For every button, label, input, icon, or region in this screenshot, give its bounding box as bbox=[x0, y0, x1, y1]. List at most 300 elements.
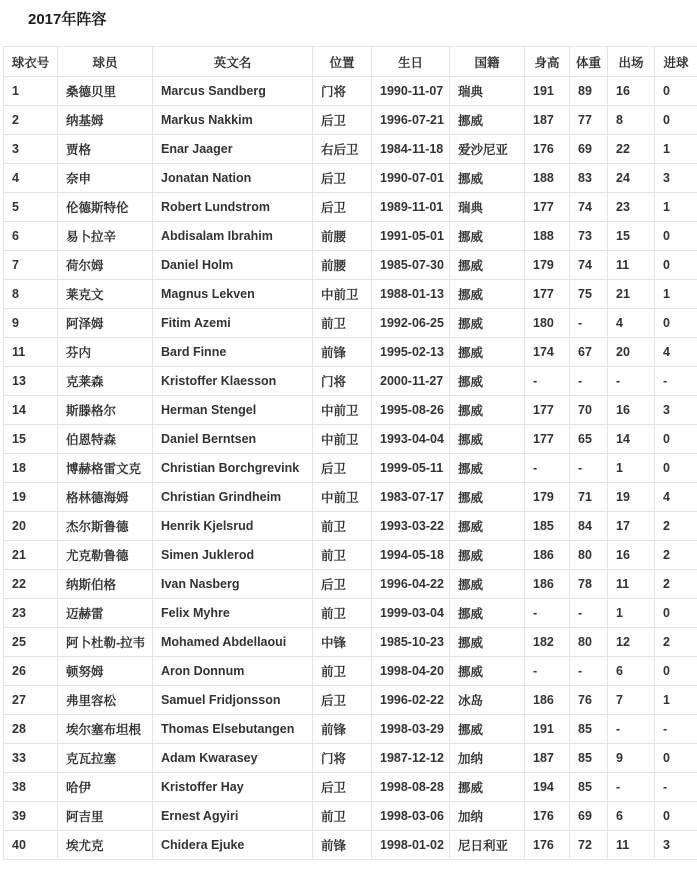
roster-table-body bbox=[4, 77, 697, 860]
cell-player-name-cn: 迈赫雷 bbox=[58, 599, 153, 628]
cell-nationality: 挪威 bbox=[450, 512, 525, 541]
cell-player-name-en: Aron Donnum bbox=[153, 657, 313, 686]
cell-jersey-number: 19 bbox=[4, 483, 58, 512]
cell-appearances: 7 bbox=[608, 686, 655, 715]
table-row bbox=[4, 135, 697, 164]
cell-appearances: 1 bbox=[608, 454, 655, 483]
cell-position: 中锋 bbox=[313, 628, 372, 657]
cell-nationality: 挪威 bbox=[450, 106, 525, 135]
cell-birthdate: 1984-11-18 bbox=[372, 135, 450, 164]
cell-goals: 0 bbox=[655, 599, 697, 628]
cell-birthdate: 1990-07-01 bbox=[372, 164, 450, 193]
cell-goals: 2 bbox=[655, 570, 697, 599]
cell-position: 中前卫 bbox=[313, 396, 372, 425]
cell-weight: - bbox=[570, 657, 608, 686]
cell-weight: 71 bbox=[570, 483, 608, 512]
cell-player-name-cn: 莱克文 bbox=[58, 280, 153, 309]
cell-goals: 2 bbox=[655, 628, 697, 657]
cell-position: 前卫 bbox=[313, 657, 372, 686]
cell-goals: 0 bbox=[655, 425, 697, 454]
cell-jersey-number: 6 bbox=[4, 222, 58, 251]
cell-weight: 74 bbox=[570, 193, 608, 222]
cell-nationality: 冰岛 bbox=[450, 686, 525, 715]
cell-weight: 78 bbox=[570, 570, 608, 599]
table-row bbox=[4, 773, 697, 802]
cell-height: 194 bbox=[525, 773, 570, 802]
cell-position: 门将 bbox=[313, 367, 372, 396]
column-header-goals: 进球 bbox=[655, 47, 697, 77]
cell-appearances: 1 bbox=[608, 599, 655, 628]
table-row bbox=[4, 686, 697, 715]
roster-table bbox=[3, 46, 697, 860]
column-header-appearances: 出场 bbox=[608, 47, 655, 77]
cell-player-name-en: Ivan Nasberg bbox=[153, 570, 313, 599]
cell-appearances: 24 bbox=[608, 164, 655, 193]
cell-appearances: 11 bbox=[608, 570, 655, 599]
cell-appearances: 22 bbox=[608, 135, 655, 164]
page-title: 2017年阵容 bbox=[28, 10, 697, 30]
cell-appearances: 23 bbox=[608, 193, 655, 222]
cell-position: 后卫 bbox=[313, 686, 372, 715]
cell-player-name-en: Bard Finne bbox=[153, 338, 313, 367]
cell-jersey-number: 5 bbox=[4, 193, 58, 222]
cell-nationality: 挪威 bbox=[450, 338, 525, 367]
cell-player-name-cn: 埃尔塞布坦根 bbox=[58, 715, 153, 744]
cell-appearances: 15 bbox=[608, 222, 655, 251]
cell-weight: 85 bbox=[570, 773, 608, 802]
cell-jersey-number: 14 bbox=[4, 396, 58, 425]
column-header-birthdate: 生日 bbox=[372, 47, 450, 77]
cell-jersey-number: 9 bbox=[4, 309, 58, 338]
cell-nationality: 挪威 bbox=[450, 570, 525, 599]
cell-player-name-cn: 纳斯伯格 bbox=[58, 570, 153, 599]
cell-appearances: 17 bbox=[608, 512, 655, 541]
cell-nationality: 挪威 bbox=[450, 222, 525, 251]
cell-birthdate: 1995-02-13 bbox=[372, 338, 450, 367]
cell-height: 176 bbox=[525, 135, 570, 164]
cell-jersey-number: 7 bbox=[4, 251, 58, 280]
table-row bbox=[4, 425, 697, 454]
cell-goals: - bbox=[655, 367, 697, 396]
table-row bbox=[4, 338, 697, 367]
cell-weight: 65 bbox=[570, 425, 608, 454]
cell-weight: 74 bbox=[570, 251, 608, 280]
cell-nationality: 挪威 bbox=[450, 309, 525, 338]
cell-height: 186 bbox=[525, 570, 570, 599]
cell-appearances: 11 bbox=[608, 831, 655, 860]
cell-player-name-cn: 荷尔姆 bbox=[58, 251, 153, 280]
table-row bbox=[4, 802, 697, 831]
cell-birthdate: 1992-06-25 bbox=[372, 309, 450, 338]
cell-jersey-number: 28 bbox=[4, 715, 58, 744]
cell-weight: - bbox=[570, 599, 608, 628]
cell-height: 191 bbox=[525, 715, 570, 744]
cell-player-name-cn: 克莱森 bbox=[58, 367, 153, 396]
cell-player-name-en: Daniel Berntsen bbox=[153, 425, 313, 454]
cell-jersey-number: 22 bbox=[4, 570, 58, 599]
cell-position: 后卫 bbox=[313, 164, 372, 193]
cell-jersey-number: 38 bbox=[4, 773, 58, 802]
cell-height: 182 bbox=[525, 628, 570, 657]
cell-birthdate: 1999-05-11 bbox=[372, 454, 450, 483]
cell-birthdate: 1998-04-20 bbox=[372, 657, 450, 686]
cell-nationality: 挪威 bbox=[450, 715, 525, 744]
cell-jersey-number: 15 bbox=[4, 425, 58, 454]
cell-height: - bbox=[525, 454, 570, 483]
cell-jersey-number: 18 bbox=[4, 454, 58, 483]
cell-birthdate: 1994-05-18 bbox=[372, 541, 450, 570]
cell-birthdate: 1999-03-04 bbox=[372, 599, 450, 628]
cell-weight: 77 bbox=[570, 106, 608, 135]
cell-nationality: 挪威 bbox=[450, 454, 525, 483]
cell-position: 前腰 bbox=[313, 222, 372, 251]
table-row bbox=[4, 367, 697, 396]
cell-weight: 89 bbox=[570, 77, 608, 106]
cell-birthdate: 1987-12-12 bbox=[372, 744, 450, 773]
cell-player-name-cn: 克瓦拉塞 bbox=[58, 744, 153, 773]
cell-height: 177 bbox=[525, 193, 570, 222]
cell-player-name-cn: 伦德斯特伦 bbox=[58, 193, 153, 222]
cell-appearances: 11 bbox=[608, 251, 655, 280]
column-header-jersey-number: 球衣号 bbox=[4, 47, 58, 77]
cell-height: 188 bbox=[525, 222, 570, 251]
cell-height: - bbox=[525, 657, 570, 686]
table-row bbox=[4, 164, 697, 193]
cell-goals: 3 bbox=[655, 831, 697, 860]
cell-player-name-en: Jonatan Nation bbox=[153, 164, 313, 193]
cell-jersey-number: 11 bbox=[4, 338, 58, 367]
cell-player-name-cn: 博赫格雷文克 bbox=[58, 454, 153, 483]
cell-nationality: 挪威 bbox=[450, 396, 525, 425]
cell-birthdate: 1996-04-22 bbox=[372, 570, 450, 599]
table-row bbox=[4, 483, 697, 512]
cell-height: 185 bbox=[525, 512, 570, 541]
cell-birthdate: 1993-04-04 bbox=[372, 425, 450, 454]
table-row bbox=[4, 77, 697, 106]
cell-goals: 4 bbox=[655, 338, 697, 367]
cell-player-name-cn: 杰尔斯鲁德 bbox=[58, 512, 153, 541]
cell-goals: 1 bbox=[655, 686, 697, 715]
cell-player-name-en: Henrik Kjelsrud bbox=[153, 512, 313, 541]
cell-height: 191 bbox=[525, 77, 570, 106]
cell-appearances: 21 bbox=[608, 280, 655, 309]
cell-jersey-number: 3 bbox=[4, 135, 58, 164]
cell-appearances: 20 bbox=[608, 338, 655, 367]
cell-position: 后卫 bbox=[313, 570, 372, 599]
cell-jersey-number: 2 bbox=[4, 106, 58, 135]
table-row bbox=[4, 251, 697, 280]
column-header-player-name-cn: 球员 bbox=[58, 47, 153, 77]
column-header-weight: 体重 bbox=[570, 47, 608, 77]
cell-player-name-en: Enar Jaager bbox=[153, 135, 313, 164]
cell-weight: 69 bbox=[570, 135, 608, 164]
cell-player-name-en: Daniel Holm bbox=[153, 251, 313, 280]
table-row bbox=[4, 744, 697, 773]
cell-height: - bbox=[525, 599, 570, 628]
cell-height: 176 bbox=[525, 802, 570, 831]
cell-nationality: 尼日利亚 bbox=[450, 831, 525, 860]
cell-player-name-cn: 阿吉里 bbox=[58, 802, 153, 831]
cell-weight: 80 bbox=[570, 541, 608, 570]
cell-weight: 72 bbox=[570, 831, 608, 860]
cell-player-name-cn: 芬内 bbox=[58, 338, 153, 367]
cell-height: 179 bbox=[525, 251, 570, 280]
cell-birthdate: 1996-02-22 bbox=[372, 686, 450, 715]
cell-jersey-number: 8 bbox=[4, 280, 58, 309]
cell-position: 右后卫 bbox=[313, 135, 372, 164]
cell-position: 前卫 bbox=[313, 541, 372, 570]
cell-position: 后卫 bbox=[313, 454, 372, 483]
cell-goals: 0 bbox=[655, 454, 697, 483]
cell-player-name-cn: 奈申 bbox=[58, 164, 153, 193]
cell-goals: 0 bbox=[655, 802, 697, 831]
cell-appearances: 9 bbox=[608, 744, 655, 773]
column-header-nationality: 国籍 bbox=[450, 47, 525, 77]
cell-nationality: 挪威 bbox=[450, 657, 525, 686]
cell-position: 前卫 bbox=[313, 802, 372, 831]
cell-weight: 73 bbox=[570, 222, 608, 251]
cell-goals: 0 bbox=[655, 657, 697, 686]
cell-birthdate: 1991-05-01 bbox=[372, 222, 450, 251]
cell-nationality: 加纳 bbox=[450, 802, 525, 831]
cell-player-name-cn: 顿努姆 bbox=[58, 657, 153, 686]
cell-height: - bbox=[525, 367, 570, 396]
cell-birthdate: 1998-08-28 bbox=[372, 773, 450, 802]
cell-goals: 1 bbox=[655, 280, 697, 309]
table-row bbox=[4, 541, 697, 570]
cell-player-name-cn: 阿卜杜勒-拉韦 bbox=[58, 628, 153, 657]
cell-jersey-number: 25 bbox=[4, 628, 58, 657]
cell-appearances: 8 bbox=[608, 106, 655, 135]
cell-weight: 76 bbox=[570, 686, 608, 715]
cell-height: 186 bbox=[525, 686, 570, 715]
table-row bbox=[4, 309, 697, 338]
table-row bbox=[4, 599, 697, 628]
cell-birthdate: 1995-08-26 bbox=[372, 396, 450, 425]
cell-player-name-en: Abdisalam Ibrahim bbox=[153, 222, 313, 251]
cell-appearances: 4 bbox=[608, 309, 655, 338]
cell-height: 180 bbox=[525, 309, 570, 338]
cell-player-name-en: Samuel Fridjonsson bbox=[153, 686, 313, 715]
cell-player-name-cn: 伯恩特森 bbox=[58, 425, 153, 454]
cell-goals: 0 bbox=[655, 222, 697, 251]
cell-player-name-en: Christian Grindheim bbox=[153, 483, 313, 512]
cell-appearances: 12 bbox=[608, 628, 655, 657]
cell-nationality: 挪威 bbox=[450, 599, 525, 628]
cell-weight: 83 bbox=[570, 164, 608, 193]
cell-player-name-cn: 贾格 bbox=[58, 135, 153, 164]
table-row bbox=[4, 396, 697, 425]
cell-height: 186 bbox=[525, 541, 570, 570]
cell-goals: 2 bbox=[655, 541, 697, 570]
cell-appearances: 14 bbox=[608, 425, 655, 454]
cell-goals: 3 bbox=[655, 164, 697, 193]
cell-goals: 0 bbox=[655, 77, 697, 106]
cell-height: 187 bbox=[525, 106, 570, 135]
cell-height: 177 bbox=[525, 425, 570, 454]
table-row bbox=[4, 628, 697, 657]
header-row bbox=[4, 47, 697, 77]
cell-appearances: 19 bbox=[608, 483, 655, 512]
cell-jersey-number: 33 bbox=[4, 744, 58, 773]
cell-position: 前腰 bbox=[313, 251, 372, 280]
cell-position: 中前卫 bbox=[313, 483, 372, 512]
cell-position: 后卫 bbox=[313, 773, 372, 802]
cell-nationality: 挪威 bbox=[450, 280, 525, 309]
cell-nationality: 挪威 bbox=[450, 541, 525, 570]
cell-goals: 0 bbox=[655, 309, 697, 338]
cell-player-name-en: Herman Stengel bbox=[153, 396, 313, 425]
cell-height: 176 bbox=[525, 831, 570, 860]
cell-birthdate: 1990-11-07 bbox=[372, 77, 450, 106]
table-row bbox=[4, 193, 697, 222]
cell-player-name-en: Ernest Agyiri bbox=[153, 802, 313, 831]
cell-player-name-en: Fitim Azemi bbox=[153, 309, 313, 338]
cell-player-name-cn: 格林德海姆 bbox=[58, 483, 153, 512]
table-row bbox=[4, 222, 697, 251]
cell-player-name-cn: 斯滕格尔 bbox=[58, 396, 153, 425]
cell-position: 前卫 bbox=[313, 599, 372, 628]
table-row bbox=[4, 831, 697, 860]
cell-weight: 69 bbox=[570, 802, 608, 831]
cell-player-name-en: Thomas Elsebutangen bbox=[153, 715, 313, 744]
cell-height: 177 bbox=[525, 280, 570, 309]
cell-weight: 85 bbox=[570, 744, 608, 773]
cell-player-name-en: Marcus Sandberg bbox=[153, 77, 313, 106]
table-row bbox=[4, 106, 697, 135]
cell-weight: 85 bbox=[570, 715, 608, 744]
cell-height: 187 bbox=[525, 744, 570, 773]
cell-nationality: 加纳 bbox=[450, 744, 525, 773]
cell-jersey-number: 23 bbox=[4, 599, 58, 628]
cell-goals: - bbox=[655, 773, 697, 802]
cell-jersey-number: 21 bbox=[4, 541, 58, 570]
table-row bbox=[4, 280, 697, 309]
cell-jersey-number: 20 bbox=[4, 512, 58, 541]
table-row bbox=[4, 657, 697, 686]
cell-nationality: 挪威 bbox=[450, 483, 525, 512]
cell-nationality: 瑞典 bbox=[450, 193, 525, 222]
cell-position: 中前卫 bbox=[313, 280, 372, 309]
cell-jersey-number: 13 bbox=[4, 367, 58, 396]
cell-appearances: 6 bbox=[608, 657, 655, 686]
cell-player-name-cn: 弗里容松 bbox=[58, 686, 153, 715]
cell-birthdate: 1985-10-23 bbox=[372, 628, 450, 657]
cell-player-name-en: Kristoffer Hay bbox=[153, 773, 313, 802]
cell-appearances: 16 bbox=[608, 77, 655, 106]
cell-player-name-en: Simen Juklerod bbox=[153, 541, 313, 570]
cell-player-name-en: Robert Lundstrom bbox=[153, 193, 313, 222]
cell-player-name-en: Christian Borchgrevink bbox=[153, 454, 313, 483]
cell-goals: 0 bbox=[655, 744, 697, 773]
cell-birthdate: 1996-07-21 bbox=[372, 106, 450, 135]
column-header-player-name-en: 英文名 bbox=[153, 47, 313, 77]
cell-player-name-cn: 桑德贝里 bbox=[58, 77, 153, 106]
cell-nationality: 挪威 bbox=[450, 628, 525, 657]
cell-height: 179 bbox=[525, 483, 570, 512]
cell-appearances: - bbox=[608, 367, 655, 396]
cell-goals: 4 bbox=[655, 483, 697, 512]
cell-nationality: 挪威 bbox=[450, 425, 525, 454]
cell-player-name-cn: 阿泽姆 bbox=[58, 309, 153, 338]
cell-player-name-cn: 纳基姆 bbox=[58, 106, 153, 135]
cell-jersey-number: 1 bbox=[4, 77, 58, 106]
cell-jersey-number: 26 bbox=[4, 657, 58, 686]
cell-position: 前锋 bbox=[313, 338, 372, 367]
cell-player-name-en: Mohamed Abdellaoui bbox=[153, 628, 313, 657]
cell-appearances: - bbox=[608, 715, 655, 744]
cell-goals: 0 bbox=[655, 106, 697, 135]
cell-nationality: 挪威 bbox=[450, 773, 525, 802]
cell-player-name-cn: 易卜拉辛 bbox=[58, 222, 153, 251]
cell-weight: 70 bbox=[570, 396, 608, 425]
cell-player-name-en: Felix Myhre bbox=[153, 599, 313, 628]
cell-player-name-cn: 哈伊 bbox=[58, 773, 153, 802]
cell-weight: - bbox=[570, 367, 608, 396]
cell-player-name-en: Magnus Lekven bbox=[153, 280, 313, 309]
cell-birthdate: 1998-01-02 bbox=[372, 831, 450, 860]
cell-position: 前卫 bbox=[313, 512, 372, 541]
cell-player-name-cn: 尤克勒鲁德 bbox=[58, 541, 153, 570]
cell-jersey-number: 40 bbox=[4, 831, 58, 860]
cell-position: 前锋 bbox=[313, 831, 372, 860]
cell-player-name-en: Adam Kwarasey bbox=[153, 744, 313, 773]
cell-nationality: 瑞典 bbox=[450, 77, 525, 106]
cell-appearances: 6 bbox=[608, 802, 655, 831]
cell-height: 177 bbox=[525, 396, 570, 425]
cell-weight: - bbox=[570, 454, 608, 483]
cell-appearances: 16 bbox=[608, 396, 655, 425]
cell-jersey-number: 27 bbox=[4, 686, 58, 715]
cell-height: 188 bbox=[525, 164, 570, 193]
cell-appearances: 16 bbox=[608, 541, 655, 570]
cell-birthdate: 1993-03-22 bbox=[372, 512, 450, 541]
cell-birthdate: 1989-11-01 bbox=[372, 193, 450, 222]
cell-goals: 1 bbox=[655, 193, 697, 222]
cell-nationality: 挪威 bbox=[450, 251, 525, 280]
cell-birthdate: 1998-03-06 bbox=[372, 802, 450, 831]
table-row bbox=[4, 715, 697, 744]
cell-birthdate: 1998-03-29 bbox=[372, 715, 450, 744]
cell-position: 后卫 bbox=[313, 106, 372, 135]
cell-weight: 67 bbox=[570, 338, 608, 367]
table-row bbox=[4, 570, 697, 599]
table-row bbox=[4, 454, 697, 483]
cell-weight: 80 bbox=[570, 628, 608, 657]
cell-position: 前卫 bbox=[313, 309, 372, 338]
cell-goals: 3 bbox=[655, 396, 697, 425]
cell-weight: 75 bbox=[570, 280, 608, 309]
cell-position: 门将 bbox=[313, 744, 372, 773]
cell-position: 门将 bbox=[313, 77, 372, 106]
cell-goals: 2 bbox=[655, 512, 697, 541]
cell-player-name-en: Chidera Ejuke bbox=[153, 831, 313, 860]
cell-birthdate: 1985-07-30 bbox=[372, 251, 450, 280]
cell-player-name-en: Kristoffer Klaesson bbox=[153, 367, 313, 396]
cell-position: 中前卫 bbox=[313, 425, 372, 454]
cell-height: 174 bbox=[525, 338, 570, 367]
table-row bbox=[4, 512, 697, 541]
cell-player-name-cn: 埃尤克 bbox=[58, 831, 153, 860]
cell-goals: - bbox=[655, 715, 697, 744]
cell-nationality: 挪威 bbox=[450, 164, 525, 193]
cell-position: 后卫 bbox=[313, 193, 372, 222]
cell-nationality: 爱沙尼亚 bbox=[450, 135, 525, 164]
cell-weight: - bbox=[570, 309, 608, 338]
cell-position: 前锋 bbox=[313, 715, 372, 744]
cell-birthdate: 1988-01-13 bbox=[372, 280, 450, 309]
cell-player-name-en: Markus Nakkim bbox=[153, 106, 313, 135]
